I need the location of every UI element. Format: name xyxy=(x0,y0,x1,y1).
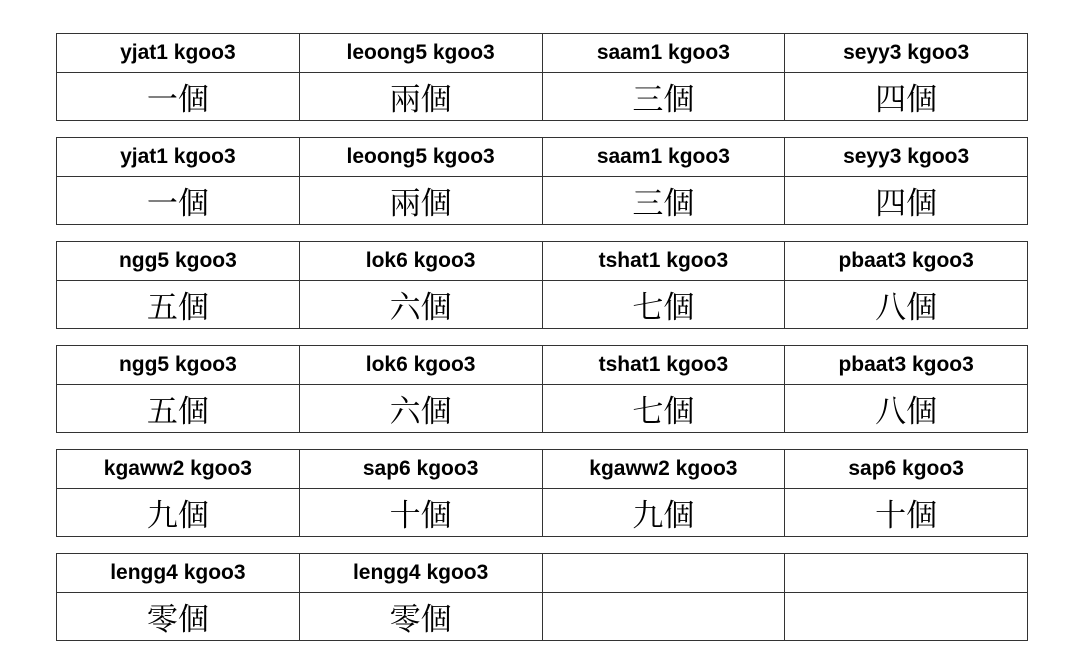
romanization-cell: tshat1 kgoo3 xyxy=(542,346,785,385)
characters-cell: 六個 xyxy=(299,281,542,329)
romanization-cell: sap6 kgoo3 xyxy=(785,450,1028,489)
characters-cell: 七個 xyxy=(542,281,785,329)
romanization-cell: ngg5 kgoo3 xyxy=(57,242,300,281)
empty-characters-cell xyxy=(785,593,1028,641)
characters-row xyxy=(57,489,1028,537)
characters-row xyxy=(57,385,1028,433)
characters-cell: 零個 xyxy=(57,593,300,641)
characters-row xyxy=(57,73,1028,121)
romanization-cell: pbaat3 kgoo3 xyxy=(785,242,1028,281)
romanization-cell: lengg4 kgoo3 xyxy=(57,554,300,593)
card-table-3 xyxy=(56,241,1028,329)
characters-cell: 十個 xyxy=(785,489,1028,537)
romanization-cell: tshat1 kgoo3 xyxy=(542,242,785,281)
characters-row xyxy=(57,177,1028,225)
card-table-2 xyxy=(56,137,1028,225)
card-table-4 xyxy=(56,345,1028,433)
romanization-cell: seyy3 kgoo3 xyxy=(785,34,1028,73)
romanization-cell: seyy3 kgoo3 xyxy=(785,138,1028,177)
romanization-row xyxy=(57,242,1028,281)
empty-romanization-cell xyxy=(785,554,1028,593)
romanization-row xyxy=(57,34,1028,73)
characters-cell: 四個 xyxy=(785,177,1028,225)
card-table-5 xyxy=(56,449,1028,537)
characters-cell: 兩個 xyxy=(299,177,542,225)
characters-cell: 零個 xyxy=(299,593,542,641)
characters-cell: 五個 xyxy=(57,281,300,329)
characters-cell: 三個 xyxy=(542,73,785,121)
romanization-cell: yjat1 kgoo3 xyxy=(57,138,300,177)
romanization-cell: lok6 kgoo3 xyxy=(299,242,542,281)
romanization-cell: leoong5 kgoo3 xyxy=(299,138,542,177)
romanization-cell: saam1 kgoo3 xyxy=(542,138,785,177)
romanization-cell: lengg4 kgoo3 xyxy=(299,554,542,593)
characters-cell: 九個 xyxy=(57,489,300,537)
characters-cell: 八個 xyxy=(785,281,1028,329)
romanization-row xyxy=(57,450,1028,489)
romanization-cell: kgaww2 kgoo3 xyxy=(57,450,300,489)
characters-cell: 一個 xyxy=(57,73,300,121)
characters-row xyxy=(57,593,1028,641)
romanization-cell: sap6 kgoo3 xyxy=(299,450,542,489)
characters-cell: 四個 xyxy=(785,73,1028,121)
romanization-cell: yjat1 kgoo3 xyxy=(57,34,300,73)
card-table-6 xyxy=(56,553,1028,641)
romanization-cell: pbaat3 kgoo3 xyxy=(785,346,1028,385)
characters-cell: 六個 xyxy=(299,385,542,433)
characters-cell: 七個 xyxy=(542,385,785,433)
romanization-cell: ngg5 kgoo3 xyxy=(57,346,300,385)
romanization-row xyxy=(57,138,1028,177)
romanization-row xyxy=(57,554,1028,593)
characters-cell: 一個 xyxy=(57,177,300,225)
romanization-cell: lok6 kgoo3 xyxy=(299,346,542,385)
characters-cell: 八個 xyxy=(785,385,1028,433)
romanization-row xyxy=(57,346,1028,385)
characters-row xyxy=(57,281,1028,329)
card-table-1 xyxy=(56,33,1028,121)
flashcard-sheet xyxy=(56,33,1028,657)
characters-cell: 兩個 xyxy=(299,73,542,121)
characters-cell: 九個 xyxy=(542,489,785,537)
romanization-cell: saam1 kgoo3 xyxy=(542,34,785,73)
empty-characters-cell xyxy=(542,593,785,641)
romanization-cell: kgaww2 kgoo3 xyxy=(542,450,785,489)
characters-cell: 十個 xyxy=(299,489,542,537)
characters-cell: 五個 xyxy=(57,385,300,433)
romanization-cell: leoong5 kgoo3 xyxy=(299,34,542,73)
characters-cell: 三個 xyxy=(542,177,785,225)
empty-romanization-cell xyxy=(542,554,785,593)
